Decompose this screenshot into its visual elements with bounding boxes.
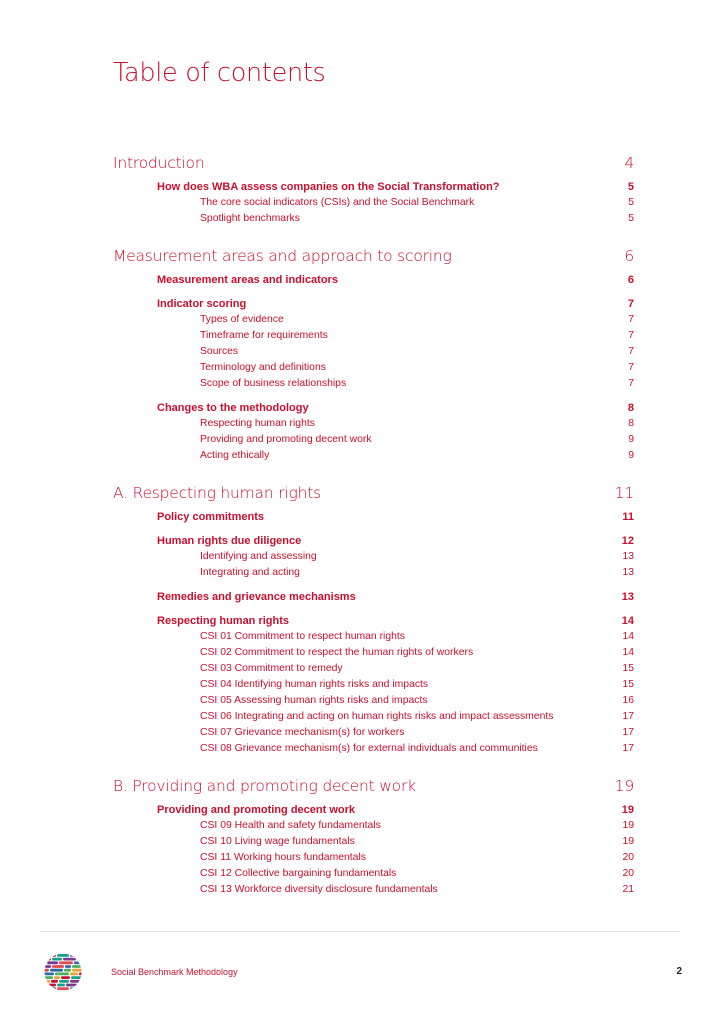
toc-entry-page: 20 xyxy=(622,868,634,879)
logo-stripe xyxy=(59,980,69,983)
toc-subsection[interactable] xyxy=(200,434,634,445)
logo-stripe xyxy=(44,980,50,983)
toc-subsection[interactable] xyxy=(200,647,634,658)
page-title: Table of contents xyxy=(113,58,326,88)
toc-chapter[interactable] xyxy=(113,777,634,795)
toc-entry-page: 13 xyxy=(621,591,634,603)
toc-entry-page: 13 xyxy=(622,567,634,578)
logo-stripe xyxy=(51,980,58,983)
toc-subsection[interactable] xyxy=(200,197,634,208)
logo-stripe xyxy=(79,973,82,976)
logo-stripe xyxy=(44,973,54,976)
toc-entry-label: CSI 11 Working hours fundamentals xyxy=(200,852,366,863)
toc-entry-page: 7 xyxy=(628,330,634,341)
toc-subsection[interactable] xyxy=(200,418,634,429)
toc-subsection[interactable] xyxy=(200,551,634,562)
logo-stripe xyxy=(64,969,71,972)
toc-section[interactable] xyxy=(157,274,634,286)
toc-entry-page: 19 xyxy=(614,777,634,795)
logo-stripe xyxy=(44,976,53,979)
toc-entry-label: Measurement areas and approach to scoring xyxy=(113,247,452,265)
toc-entry-label: Human rights due diligence xyxy=(157,535,302,547)
toc-section[interactable] xyxy=(157,591,634,603)
logo-stripe xyxy=(66,984,77,987)
logo-stripe xyxy=(70,987,76,990)
toc-entry-label: Scope of business relationships xyxy=(200,378,347,389)
toc-entry-label: Timeframe for requirements xyxy=(200,330,328,341)
toc-subsection[interactable] xyxy=(200,330,634,341)
toc-entry-page: 8 xyxy=(628,418,634,429)
toc-entry-label: Policy commitments xyxy=(157,511,264,523)
logo-stripe xyxy=(70,954,76,957)
toc-entry-page: 19 xyxy=(621,804,634,816)
toc-entry-label: CSI 08 Grievance mechanism(s) for external individuals and communities xyxy=(200,743,538,754)
toc-entry-page: 9 xyxy=(628,434,634,445)
logo-stripe xyxy=(52,965,64,968)
toc-entry-label: Providing and promoting decent work xyxy=(157,804,356,816)
toc-entry-label: CSI 13 Workforce diversity disclosure fundamentals xyxy=(200,884,438,895)
toc-entry-label: CSI 03 Commitment to remedy xyxy=(200,663,343,674)
toc-section[interactable] xyxy=(157,298,634,310)
toc-subsection[interactable] xyxy=(200,378,634,389)
logo-stripe xyxy=(77,954,82,957)
toc-entry-page: 7 xyxy=(628,314,634,325)
toc-section[interactable] xyxy=(157,615,634,627)
toc-entry-page: 5 xyxy=(628,197,634,208)
toc-entry-label: CSI 05 Assessing human rights risks and impacts xyxy=(200,695,428,706)
logo-stripe xyxy=(57,954,69,957)
toc-chapter[interactable] xyxy=(113,484,634,502)
toc-entry-page: 17 xyxy=(622,743,634,754)
toc-entry-label: CSI 12 Collective bargaining fundamentals xyxy=(200,868,397,879)
toc-entry-page: 19 xyxy=(622,820,634,831)
toc-entry-label: Indicator scoring xyxy=(157,298,247,310)
toc-entry-label: CSI 07 Grievance mechanism(s) for workers xyxy=(200,727,405,738)
toc-entry-label: Respecting human rights xyxy=(200,418,315,429)
toc-section[interactable] xyxy=(157,181,634,193)
logo-stripe xyxy=(77,987,82,990)
toc-entry-page: 14 xyxy=(622,631,634,642)
wba-logo-icon xyxy=(44,953,82,991)
toc-entry-page: 14 xyxy=(622,647,634,658)
logo-stripe xyxy=(74,961,82,964)
toc-entry-page: 7 xyxy=(627,298,634,310)
logo-stripe xyxy=(57,987,69,990)
toc-section[interactable] xyxy=(157,402,634,414)
toc-entry-label: CSI 04 Identifying human rights risks and impacts xyxy=(200,679,429,690)
toc-entry-label: Types of evidence xyxy=(200,314,284,325)
toc-subsection[interactable] xyxy=(200,567,634,578)
logo-stripe xyxy=(63,958,76,961)
logo-stripe xyxy=(77,958,82,961)
logo-stripe xyxy=(55,973,69,976)
toc-entry-label: CSI 06 Integrating and acting on human rights risks and impact assessments xyxy=(200,711,554,722)
toc-entry-page: 19 xyxy=(622,836,634,847)
footer-document-title: Social Benchmark Methodology xyxy=(111,967,238,977)
toc-entry-label: Terminology and definitions xyxy=(200,362,326,373)
toc-entry-page: 4 xyxy=(624,154,634,172)
toc-chapter[interactable] xyxy=(113,247,634,265)
toc-entry-label: Identifying and assessing xyxy=(200,551,317,562)
toc-subsection[interactable] xyxy=(200,679,634,690)
logo-stripe xyxy=(65,965,71,968)
logo-stripe xyxy=(44,965,51,968)
toc-section[interactable] xyxy=(157,804,634,816)
toc-entry-label: Measurement areas and indicators xyxy=(157,274,338,286)
logo-stripe xyxy=(59,961,73,964)
toc-entry-page: 8 xyxy=(627,402,634,414)
toc-subsection[interactable] xyxy=(200,727,634,738)
toc-section[interactable] xyxy=(157,511,634,523)
toc-subsection[interactable] xyxy=(200,663,634,674)
toc-subsection[interactable] xyxy=(200,820,634,831)
logo-stripe xyxy=(54,976,60,979)
logo-stripe xyxy=(52,958,62,961)
toc-entry-page: 7 xyxy=(628,346,634,357)
toc-subsection[interactable] xyxy=(200,450,634,461)
toc-entry-label: Spotlight benchmarks xyxy=(200,213,300,224)
toc-subsection[interactable] xyxy=(200,743,634,754)
toc-subsection[interactable] xyxy=(200,695,634,706)
logo-stripe xyxy=(44,984,56,987)
logo-stripe xyxy=(78,984,82,987)
logo-stripe xyxy=(44,969,49,972)
logo-stripe xyxy=(61,976,70,979)
toc-entry-label: Acting ethically xyxy=(200,450,270,461)
toc-section[interactable] xyxy=(157,535,634,547)
toc-entry-label: Remedies and grievance mechanisms xyxy=(157,591,356,603)
toc-entry-label: Providing and promoting decent work xyxy=(200,434,372,445)
toc-entry-page: 13 xyxy=(622,551,634,562)
toc-subsection[interactable] xyxy=(200,213,634,224)
toc-entry-page: 21 xyxy=(622,884,634,895)
toc-entry-label: B. Providing and promoting decent work xyxy=(113,777,416,795)
toc-subsection[interactable] xyxy=(200,868,634,879)
logo-stripe xyxy=(57,984,65,987)
toc-entry-label: Integrating and acting xyxy=(200,567,300,578)
page-number: 2 xyxy=(676,966,682,977)
toc-entry-label: Sources xyxy=(200,346,239,357)
footer-divider xyxy=(40,931,680,932)
toc-entry-page: 17 xyxy=(622,711,634,722)
toc-subsection[interactable] xyxy=(200,314,634,325)
toc-entry-page: 7 xyxy=(628,362,634,373)
toc-entry-page: 12 xyxy=(621,535,634,547)
logo-stripe xyxy=(50,969,63,972)
toc-entry-label: Introduction xyxy=(113,154,205,172)
toc-entry-label: Changes to the methodology xyxy=(157,402,309,414)
logo-stripe xyxy=(44,987,46,990)
toc-entry-page: 9 xyxy=(628,450,634,461)
toc-entry-label: CSI 01 Commitment to respect human rights xyxy=(200,631,406,642)
logo-stripe xyxy=(47,954,56,957)
logo-stripe xyxy=(72,969,82,972)
toc-entry-label: Respecting human rights xyxy=(157,615,290,627)
toc-entry-page: 6 xyxy=(627,274,634,286)
toc-entry-label: The core social indicators (CSIs) and the Social Benchmark xyxy=(200,197,475,208)
toc-entry-page: 15 xyxy=(622,663,634,674)
logo-stripe xyxy=(44,961,46,964)
toc-chapter[interactable] xyxy=(113,154,634,172)
toc-entry-page: 20 xyxy=(622,852,634,863)
logo-stripe xyxy=(71,976,82,979)
toc-entry-label: CSI 10 Living wage fundamentals xyxy=(200,836,355,847)
toc-subsection[interactable] xyxy=(200,836,634,847)
toc-entry-page: 6 xyxy=(624,247,634,265)
logo-stripe xyxy=(70,980,82,983)
toc-subsection[interactable] xyxy=(200,362,634,373)
logo-stripe xyxy=(44,954,46,957)
toc-subsection[interactable] xyxy=(200,711,634,722)
toc-entry-label: A. Respecting human rights xyxy=(113,484,321,502)
toc-subsection[interactable] xyxy=(200,346,634,357)
logo-stripe xyxy=(47,987,56,990)
toc-entry-label: CSI 09 Health and safety fundamentals xyxy=(200,820,381,831)
logo-stripe xyxy=(70,973,78,976)
toc-entry-label: How does WBA assess companies on the Social Transformation? xyxy=(157,181,500,193)
toc-entry-page: 5 xyxy=(628,213,634,224)
logo-stripe xyxy=(47,961,58,964)
logo-stripe xyxy=(44,958,51,961)
toc-entry-page: 15 xyxy=(622,679,634,690)
toc-subsection[interactable] xyxy=(200,884,634,895)
toc-entry-page: 17 xyxy=(622,727,634,738)
toc-subsection[interactable] xyxy=(200,631,634,642)
toc-entry-label: CSI 02 Commitment to respect the human rights of workers xyxy=(200,647,474,658)
toc-entry-page: 14 xyxy=(621,615,634,627)
toc-entry-page: 16 xyxy=(622,695,634,706)
toc-entry-page: 11 xyxy=(614,484,634,502)
logo-stripe xyxy=(72,965,81,968)
toc-entry-page: 5 xyxy=(627,181,634,193)
toc-subsection[interactable] xyxy=(200,852,634,863)
toc-entry-page: 11 xyxy=(622,511,634,523)
toc-entry-page: 7 xyxy=(628,378,634,389)
